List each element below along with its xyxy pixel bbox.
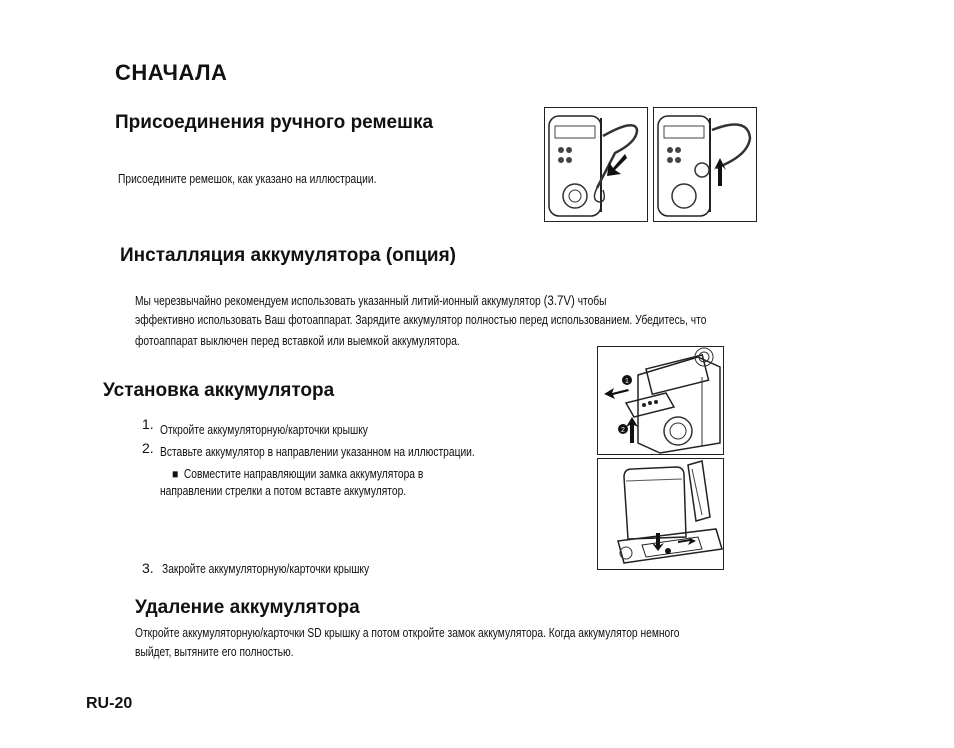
remove-line-1: Откройте аккумуляторную/карточки SD крышку а потом откройте замок аккумулятора. Когда аккумулятор немного (135, 626, 680, 640)
step-3-number: 3. (142, 560, 154, 576)
note-bullet: ■ (172, 467, 179, 481)
strap-figure-1 (544, 107, 648, 222)
remove-heading: Удаление аккумулятора (135, 597, 360, 618)
remove-line-2: выйдет, вытяните его полностью. (135, 645, 294, 659)
step-1-text: Откройте аккумуляторную/карточки крышку (160, 423, 368, 437)
note-line-1 (172, 467, 423, 481)
step-1-number: 1. (142, 416, 154, 432)
strap-heading: Присоединения ручного ремешка (115, 112, 434, 133)
install-voltage: (3.7V) (543, 292, 575, 308)
door-step-2-label: 2 (621, 427, 625, 434)
battery-insert-figure (597, 458, 724, 570)
install-line-1 (135, 292, 607, 308)
step-2-number: 2. (142, 440, 154, 456)
battery-door-open-image (598, 347, 723, 454)
install-line-3: фотоаппарат выключен перед вставкой или выемкой аккумулятора. (135, 334, 460, 348)
battery-insert-image (598, 459, 723, 569)
step-3-text: Закройте аккумуляторную/карточки крышку (162, 562, 370, 576)
install-line-2: эффективно использовать Ваш фотоаппарат. Зарядите аккумулятор полностью перед использованием. Убедитесь, что (135, 313, 707, 327)
camera-strap-attach-image (545, 108, 647, 221)
note-line-2: направлении стрелки а потом вставте аккумулятор. (160, 484, 407, 498)
insert-heading: Установка аккумулятора (103, 380, 335, 401)
note-text-1: Совместите направляющии замка аккумулятора в (183, 467, 424, 481)
page-number: RU-20 (86, 695, 133, 712)
camera-strap-pull-image (654, 108, 756, 221)
install-line-1-a: Мы черезвычайно рекомендуем использовать указанный литий-ионный аккумулятор (135, 294, 544, 308)
install-heading: Инсталляция аккумулятора (опция) (120, 245, 456, 266)
strap-text: Присоедините ремешок, как указано на иллюстрации. (118, 172, 377, 186)
strap-figure-2 (653, 107, 757, 222)
battery-door-figure (597, 346, 724, 455)
door-step-1-label: 1 (625, 378, 629, 385)
page-title: СНАЧАЛА (115, 60, 228, 85)
install-line-1-b: чтобы (574, 294, 607, 308)
step-2-text: Вставьте аккумулятор в направлении указанном на иллюстрации. (160, 445, 475, 459)
